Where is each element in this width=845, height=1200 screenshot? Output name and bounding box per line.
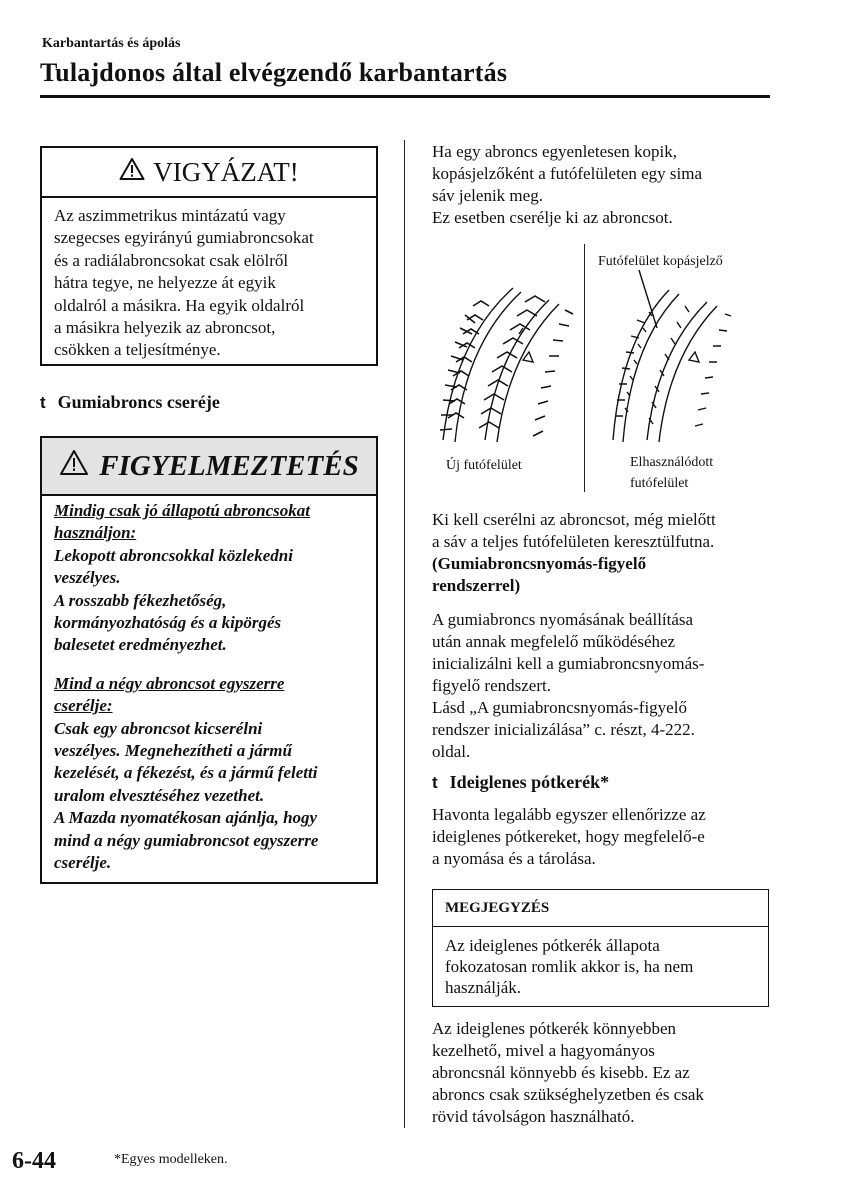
section-header: Karbantartás és ápolás — [42, 36, 181, 51]
spare-tire-paragraph — [432, 804, 706, 870]
caution-line: hátra tegye, ne helyezze át egyik — [54, 273, 276, 293]
warning-triangle-icon — [119, 157, 145, 188]
worn-tread-illustration — [613, 270, 731, 442]
note-heading: MEGJEGYZÉS — [433, 890, 768, 927]
worn-tread-label — [630, 452, 713, 494]
caution-title: VIGYÁZAT! — [153, 156, 299, 187]
new-tread-label: Új futófelület — [446, 458, 522, 473]
text-line: Ha egy abroncs egyenletesen kopik, — [432, 142, 677, 161]
text-line: Havonta legalább egyszer ellenőrizze az — [432, 805, 706, 824]
tpms-heading: (Gumiabroncsnyomás-figyelő — [432, 554, 647, 573]
warning-p2-title: cserélje: — [54, 696, 113, 716]
text-line: ideiglenes pótkereket, hogy megfelelő-e — [432, 827, 705, 846]
caution-body — [42, 198, 376, 362]
warning-line: Csak egy abroncsot kicserélni — [54, 718, 263, 738]
text-line: után annak megfelelő működéséhez — [432, 632, 676, 651]
warning-line: A rosszabb fékezhetőség, — [54, 590, 227, 610]
warning-line: A Mazda nyomatékosan ajánlja, hogy — [54, 808, 318, 828]
wear-indicator-label: Futófelület kopásjelző — [598, 254, 723, 269]
tpms-paragraph — [432, 609, 704, 763]
text-line: Ki kell cserélni az abroncsot, még mielőtt — [432, 510, 716, 529]
warning-line: veszélyes. Megnehezítheti a jármű — [54, 741, 292, 761]
text-line: sáv jelenik meg. — [432, 186, 543, 205]
text-line: kezelhető, mivel a hagyományos — [432, 1041, 655, 1060]
worn-tread-label-line: futófelület — [630, 476, 689, 491]
warning-heading — [42, 438, 376, 496]
warning-p1-title: Mindig csak jó állapotú abroncsokat — [54, 501, 310, 520]
new-tread-illustration — [440, 288, 573, 442]
page-number: 6-44 — [12, 1148, 56, 1174]
caution-line: és a radiálabroncsokat csak elölről — [54, 250, 289, 270]
text-line: figyelő rendszert. — [432, 676, 551, 695]
tire-replacement-title: Gumiabroncs cseréje — [57, 392, 220, 412]
spare-tire-heading — [432, 772, 609, 793]
tpms-heading: rendszerrel) — [432, 576, 521, 595]
text-line: A gumiabroncs nyomásának beállítása — [432, 610, 694, 629]
footnote: *Egyes modelleken. — [114, 1152, 228, 1167]
caution-line: Az aszimmetrikus mintázatú vagy — [54, 206, 286, 225]
replace-before-paragraph — [432, 509, 716, 597]
text-line: Az ideiglenes pótkerék könnyebben — [432, 1019, 677, 1038]
tire-replacement-heading — [40, 392, 220, 413]
caution-line: oldalról a másikra. Ha egyik oldalról — [54, 295, 305, 315]
text-line: a nyomása és a tárolása. — [432, 849, 596, 868]
text-line: abroncs csak szükséghelyzetben és csak — [432, 1085, 704, 1104]
text-line: kopásjelzőként a futófelületen egy sima — [432, 164, 703, 183]
section-marker: t — [40, 392, 46, 412]
text-line: használják. — [445, 978, 521, 997]
warning-p2-title: Mind a négy abroncsot egyszerre — [54, 673, 285, 693]
caution-heading — [42, 148, 376, 198]
section-marker: t — [432, 772, 438, 792]
text-line: inicializálni kell a gumiabroncsnyomás- — [432, 654, 705, 673]
caution-line: a másikra helyezik az abroncsot, — [54, 318, 276, 338]
warning-line: veszélyes. — [54, 568, 121, 588]
warning-title: FIGYELMEZTETÉS — [99, 449, 359, 482]
title-rule — [40, 95, 770, 98]
text-line: Lásd „A gumiabroncsnyomás-figyelő — [432, 698, 687, 717]
spare-tire-title: Ideiglenes pótkerék* — [449, 772, 610, 792]
intro-paragraph — [432, 141, 702, 229]
worn-tread-label-line: Elhasználódott — [630, 455, 714, 470]
warning-box — [40, 436, 378, 884]
warning-triangle-icon — [59, 449, 89, 484]
warning-line: balesetet eredményezhet. — [54, 635, 227, 655]
column-separator — [404, 140, 405, 1128]
text-line: oldal. — [432, 742, 471, 761]
text-line: rövid távolságon használható. — [432, 1107, 635, 1126]
note-body — [433, 927, 768, 998]
warning-line: cserélje. — [54, 853, 112, 873]
caution-box — [40, 146, 378, 366]
caution-line: csökken a teljesítménye. — [54, 340, 221, 360]
warning-line: kezelését, a fékezést, és a jármű feletti — [54, 763, 318, 783]
text-line: Ez esetben cserélje ki az abroncsot. — [432, 208, 673, 227]
text-line: fokozatosan romlik akkor is, ha nem — [445, 957, 694, 976]
text-line: abroncsnál könnyebb és kisebb. Ez az — [432, 1063, 690, 1082]
caution-line: szegecses egyirányú gumiabroncsokat — [54, 228, 314, 248]
spare-tire-final-paragraph — [432, 1018, 704, 1128]
warning-p1-title: használjon: — [54, 523, 137, 543]
text-line: a sáv a teljes futófelületen keresztülfutna. — [432, 532, 715, 551]
page-title: Tulajdonos által elvégzendő karbantartás — [40, 58, 508, 87]
text-line: rendszer inicializálása” c. részt, 4-222. — [432, 720, 695, 739]
warning-line: uralom elvesztéséhez vezethet. — [54, 785, 265, 805]
note-box — [432, 889, 769, 1007]
warning-line: mind a négy gumiabroncsot egyszerre — [54, 830, 319, 850]
warning-body — [42, 496, 376, 875]
warning-line: Lekopott abroncsokkal közlekedni — [54, 545, 293, 565]
warning-line: kormányozhatóság és a kipörgés — [54, 613, 282, 633]
text-line: Az ideiglenes pótkerék állapota — [445, 936, 660, 955]
